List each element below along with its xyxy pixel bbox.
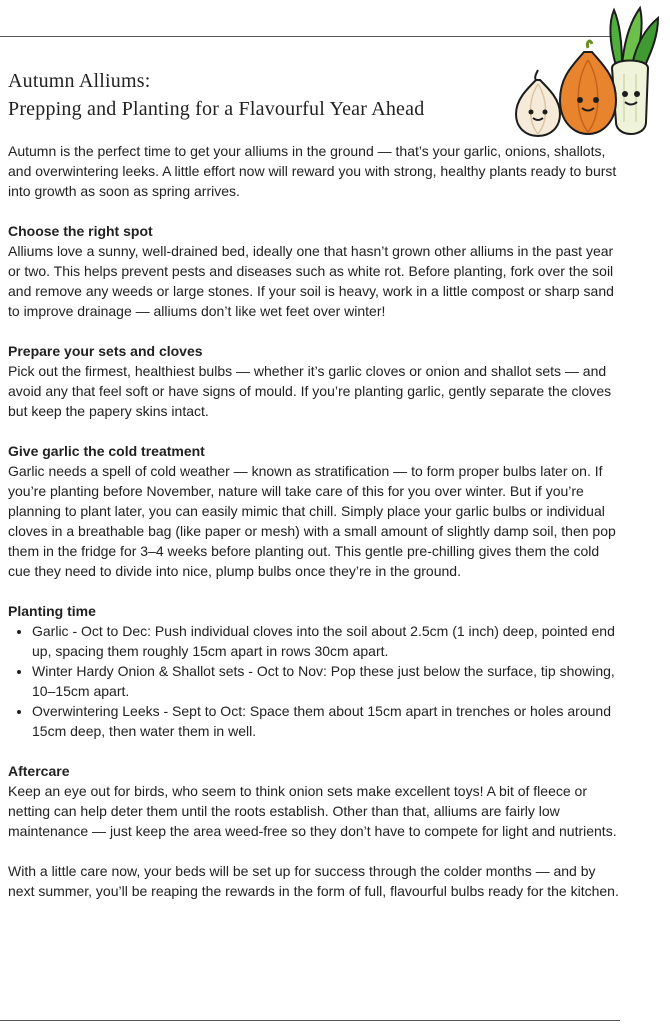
planting-list	[8, 621, 620, 741]
section-body: Alliums love a sunny, well-drained bed, ideally one that hasn’t grown other alliums in the past year or two. This helps prevent pests and diseases such as white rot. Before planting, fork over the soil and remove any weeds or large stones. If your soil is heavy, work in a little compost or sharp sand to improve drainage — alliums don’t like wet feet over winter!	[8, 243, 614, 319]
title-line-1: Autumn Alliums:	[8, 70, 151, 92]
section-heading: Aftercare	[8, 763, 70, 779]
section-body: Garlic needs a spell of cold weather — known as stratification — to form proper bulbs later on. If you’re planting before November, nature will take care of this for you over winter. But if you’re planning to plant later, you can easily mimic that chill. Simply place your garlic bulbs or individual cloves in a breathable bag (like paper or mesh) with a small amount of slightly damp soil, then pop them in the fridge for 3–4 weeks before planting out. This gentle pre-chilling gives them the cold cue they need to divide into nice, plump bulbs once they’re in the ground.	[8, 463, 616, 579]
title-line-2: Prepping and Planting for a Flavourful Year Ahead	[8, 98, 425, 120]
article-body	[8, 141, 620, 901]
page-title	[8, 67, 424, 123]
section-heading: Planting time	[8, 603, 96, 619]
list-item: • Overwintering Leeks - Sept to Oct: Space them about 15cm apart in trenches or holes around 15cm deep, then water them in well.	[32, 701, 620, 741]
intro-paragraph: Autumn is the perfect time to get your alliums in the ground — that’s your garlic, onions, shallots, and overwintering leeks. A little effort now will reward you with strong, healthy plants ready to burst into growth as soon as spring arrives.	[8, 143, 617, 199]
list-item: • Garlic - Oct to Dec: Push individual cloves into the soil about 2.5cm (1 inch) deep, pointed end up, spacing them roughly 15cm apart in rows 30cm apart.	[32, 621, 620, 661]
section-heading: Choose the right spot	[8, 223, 153, 239]
section-body: Pick out the firmest, healthiest bulbs — whether it’s garlic cloves or onion and shallot sets — and avoid any that feel soft or have signs of mould. If you’re planting garlic, gently separate the cloves but keep the papery skins intact.	[8, 363, 612, 419]
closing-paragraph: With a little care now, your beds will be set up for success through the colder months — and by next summer, you’ll be reaping the rewards in the form of full, flavourful bulbs ready for the kitchen.	[8, 863, 619, 899]
garlic-icon	[516, 70, 560, 136]
onion-icon	[560, 41, 616, 134]
section-heading: Give garlic the cold treatment	[8, 443, 205, 459]
section-heading: Prepare your sets and cloves	[8, 343, 203, 359]
bottom-divider	[0, 1020, 620, 1021]
section-body: Keep an eye out for birds, who seem to think onion sets make excellent toys! A bit of fleece or netting can help deter them until the roots establish. Other than that, alliums are fairly low maintenance — just keep the area weed-free so they don’t have to compete for light and nutrients.	[8, 783, 617, 839]
list-item: • Winter Hardy Onion & Shallot sets - Oct to Nov: Pop these just below the surface, tip showing, 10–15cm apart.	[32, 661, 620, 701]
leek-icon	[610, 8, 658, 134]
alliums-illustration	[512, 4, 670, 142]
